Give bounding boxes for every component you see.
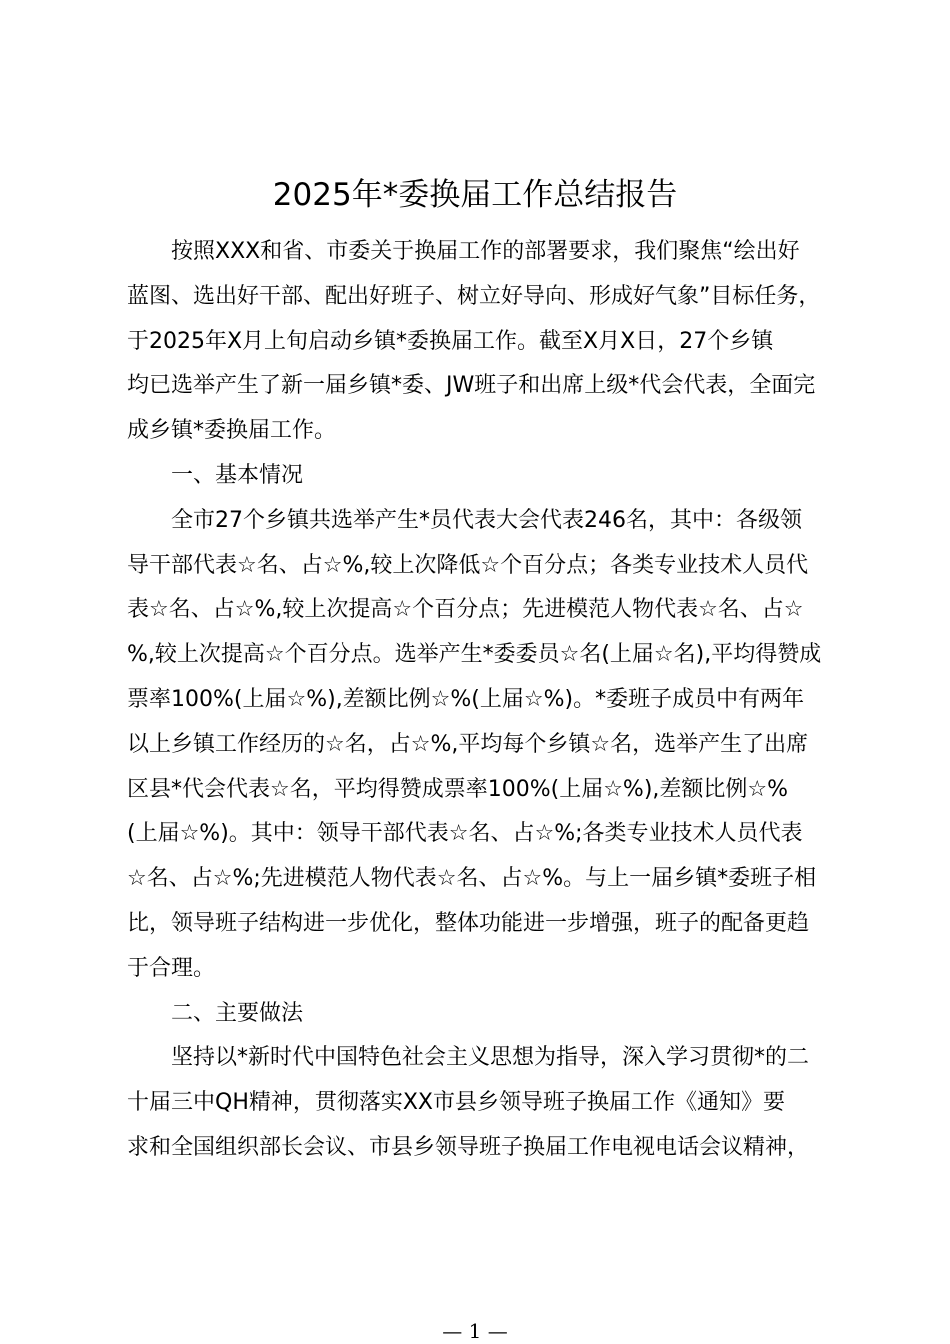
paragraph-line: 成乡镇*委换届工作。 xyxy=(127,418,337,444)
paragraph-line: 均已选举产生了新一届乡镇*委、JW班子和出席上级*代会代表，全面完 xyxy=(127,373,816,399)
paragraph-line: ☆名、占☆%;先进模范人物代表☆名、占☆%。与上一届乡镇*委班子相 xyxy=(127,866,817,892)
paragraph-line: 按照XXX和省、市委关于换届工作的部署要求，我们聚焦“绘出好 xyxy=(171,239,800,264)
document-body xyxy=(127,230,837,1171)
paragraph-line: 求和全国组织部长会议、市县乡领导班子换届工作电视电话会议精神， xyxy=(127,1134,810,1160)
paragraph-line: 票率100%(上届☆%),差额比例☆%(上届☆%)。*委班子成员中有两年 xyxy=(127,686,805,712)
paragraph-line: 于合理。 xyxy=(127,955,216,981)
paragraph-line: 全市27个乡镇共选举产生*员代表大会代表246名，其中：各级领 xyxy=(171,507,802,533)
document-title: 2025年*委换届工作总结报告 xyxy=(272,177,678,213)
page-number: — 1 — xyxy=(442,1319,508,1343)
paragraph-line: 比，领导班子结构进一步优化，整体功能进一步增强，班子的配备更趋 xyxy=(127,910,810,936)
paragraph-line: %,较上次提高☆个百分点。选举产生*委委员☆名(上届☆名),平均得赞成 xyxy=(127,642,822,668)
paragraph-line: 以上乡镇工作经历的☆名，占☆%,平均每个乡镇☆名，选举产生了出席 xyxy=(127,731,809,757)
section-heading: 二、主要做法 xyxy=(171,1000,304,1026)
paragraph-line: 十届三中QH精神，贯彻落实XX市县乡领导班子换届工作《通知》要 xyxy=(127,1090,786,1116)
paragraph-line: 表☆名、占☆%,较上次提高☆个百分点；先进模范人物代表☆名、占☆ xyxy=(127,597,804,623)
paragraph-line: 导干部代表☆名、占☆%,较上次降低☆个百分点；各类专业技术人员代 xyxy=(127,552,809,578)
paragraph-line: 于2025年X月上旬启动乡镇*委换届工作。截至X月X日，27个乡镇 xyxy=(127,328,774,354)
paragraph-line: (上届☆%)。其中：领导干部代表☆名、占☆%;各类专业技术人员代表 xyxy=(127,821,803,847)
section-heading: 一、基本情况 xyxy=(171,462,304,488)
paragraph-line: 蓝图、选出好干部、配出好班子、树立好导向、形成好气象”目标任务， xyxy=(127,283,821,309)
paragraph-line: 坚持以*新时代中国特色社会主义思想为指导，深入学习贯彻*的二 xyxy=(171,1045,810,1071)
paragraph-line: 区县*代会代表☆名，平均得赞成票率100%(上届☆%),差额比例☆% xyxy=(127,776,789,802)
